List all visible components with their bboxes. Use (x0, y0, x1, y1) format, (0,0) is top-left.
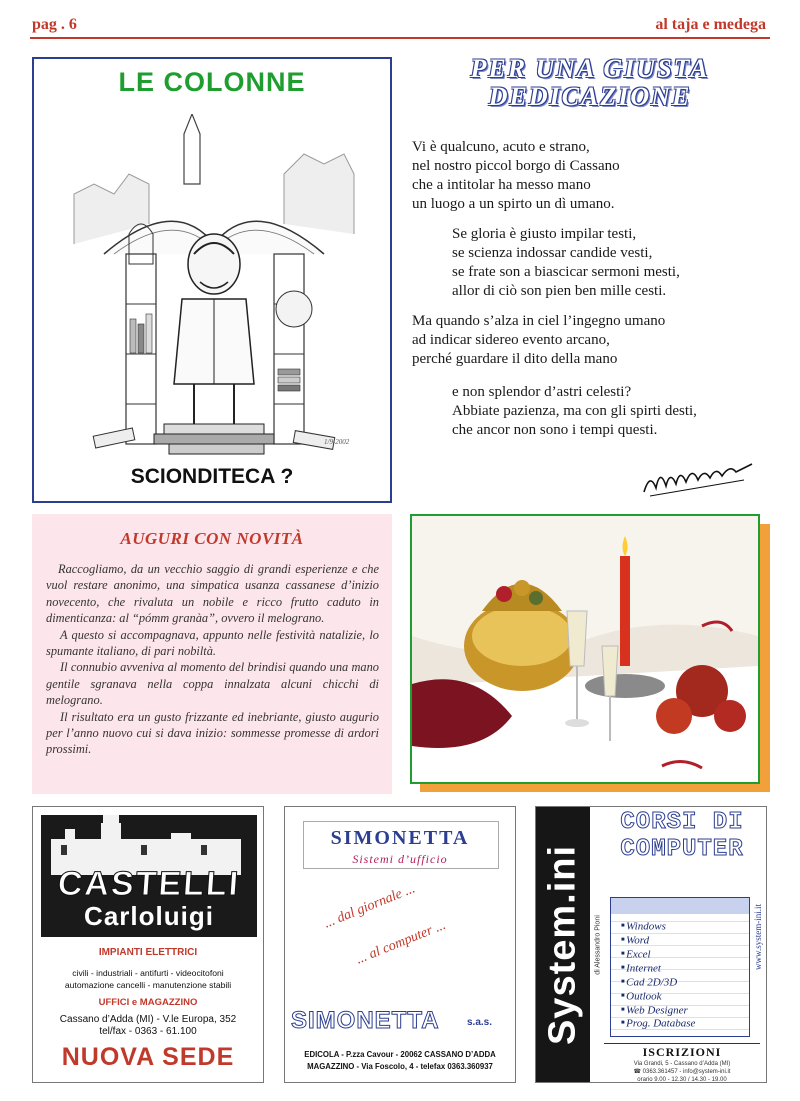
enrollment-heading: ISCRIZIONI (642, 1045, 722, 1059)
enrollment-line: ☎ 0363.361457 - info@system-ini.it (633, 1069, 731, 1075)
simonetta-logo: SIMONETTA (291, 1007, 440, 1034)
course-item: ■ Outlook (621, 990, 695, 1004)
castelli-details (33, 967, 263, 991)
verse: e non splendor d’astri celesti? (452, 384, 632, 400)
ad-castelli (32, 806, 264, 1083)
verse: allor di ciò son pien ben mille cesti. (452, 283, 667, 299)
verse: nel nostro piccol borgo di Cassano (412, 158, 620, 174)
poem-title-line: DEDICAZIONE (488, 82, 692, 111)
courses-notepad (610, 897, 750, 1037)
courses-heading (598, 809, 766, 863)
simonetta-subtitle: Sistemi d’ufficio (352, 852, 448, 866)
ad-simonetta (284, 806, 516, 1083)
course-item: ■ Cad 2D/3D (621, 976, 695, 990)
castelli-new-location: NUOVA SEDE (61, 1043, 235, 1071)
verse: perché guardare il dito della mano (412, 351, 618, 367)
poem-body (412, 138, 772, 451)
auguri-title: AUGURI CON NOVITÀ (120, 529, 304, 548)
christmas-photo (410, 514, 760, 784)
paragraph: A questo si accompagnava, appunto nelle festività natalizie, lo spumante italiano, di pari nobiltà. (46, 627, 379, 659)
slogan-line: ... dal giornale ... (322, 881, 418, 932)
ad-system-ini (535, 806, 767, 1083)
course-item: ■ Web Designer (621, 1004, 695, 1018)
castelli-service: IMPIANTI ELETTRICI (98, 947, 198, 958)
simonetta-sas: s.a.s. (467, 1017, 493, 1028)
verse: che a intitolar ha messo mano (412, 177, 591, 193)
simonetta-name: SIMONETTA (330, 827, 470, 849)
verse: ad indicar sidereo evento arcano, (412, 332, 610, 348)
castelli-name: CASTELLI (56, 865, 242, 903)
detail-line: automazione cancelli - manutenzione stabili (64, 980, 232, 990)
poem-title (420, 55, 760, 111)
phone-line: tel/fax - 0363 - 61.100 (99, 1026, 197, 1037)
verse: Abbiate pazienza, ma con gli spirti desti, (452, 403, 697, 419)
header-rule (30, 37, 770, 39)
svg-text:1/9-2002: 1/9-2002 (324, 438, 350, 446)
verse: se frate son a biascicar sermoni mesti, (452, 264, 680, 280)
enrollment-line: orario 9.00 - 12.30 / 14.30 - 19.00 (637, 1077, 727, 1083)
paragraph: Raccogliamo, da un vecchio saggio di grandi esperienze e che vuol restare anonimo, una simpatica usanza cassanese d’inizio novecento, che rivaluta un nobile e ricco frutto caduto in dimenticanza: al “pómm granàa”, ovvero il melograno. (46, 562, 379, 626)
verse: Se gloria è giusto impilar testi, (452, 226, 637, 242)
course-item: ■ Windows (621, 920, 695, 934)
stanza (412, 383, 772, 440)
enrollment-line: Via Grandi, 5 - Cassano d’Adda (MI) (633, 1061, 731, 1067)
slogan-line: ... al computer ... (354, 917, 448, 968)
stanza (412, 312, 772, 369)
page-number: pag . 6 (32, 16, 77, 33)
address-line: EDICOLA - P.zza Cavour - 20062 CASSANO D’ADDA (304, 1050, 496, 1059)
course-item: ■ Excel (621, 948, 695, 962)
publication-title: al taja e medega (655, 16, 766, 33)
stanza (412, 138, 772, 214)
colonne-caption: SCIONDITECA ? (130, 465, 294, 488)
paragraph: Il risultato era un gusto frizzante ed inebriante, giusto augurio per l’anno nuovo cui si dava inizio: sommesse promesse di ardori prossimi. (46, 709, 379, 757)
castelli-offices: UFFICI e MAGAZZINO (98, 997, 198, 1008)
poem-title-line: PER UNA GIUSTA (470, 54, 710, 83)
paragraph: Il connubio avveniva al momento del brindisi quando una mano gentile sgranava nella coppa innalzata alcuni chicchi di melograno. (46, 660, 379, 708)
heading-line: CORSI DI (620, 809, 744, 836)
castelli-firstname: Carloluigi (84, 901, 214, 931)
verse: che ancor non sono i tempi questi. (452, 422, 658, 438)
colonne-box (32, 57, 392, 503)
colonne-title: LE COLONNE (118, 67, 306, 97)
verse: Vi è qualcuno, acuto e strano, (412, 139, 590, 155)
detail-line: civili - industriali - antifurti - videocitofoni (72, 968, 224, 978)
notepad-header (611, 898, 749, 914)
photo-illustration (412, 516, 758, 782)
system-ini-url: www.system-ini.it (753, 904, 763, 970)
system-ini-brand: System.ini (541, 844, 584, 1046)
course-item: ■ Prog. Database (621, 1017, 695, 1031)
enrollment-box (604, 1043, 760, 1083)
auguri-box (32, 514, 392, 794)
courses-list (621, 920, 695, 1031)
verse: Ma quando s’alza in ciel l’ingegno umano (412, 313, 666, 329)
castle-banner (41, 815, 257, 937)
cartoon-illustration (54, 114, 374, 459)
auguri-text (46, 561, 379, 758)
castelli-address (33, 1014, 263, 1038)
heading-line: COMPUTER (620, 836, 744, 863)
course-item: ■ Word (621, 934, 695, 948)
course-item: ■ Internet (621, 962, 695, 976)
author-signature (640, 458, 760, 500)
verse: se scienza indossar candide vesti, (452, 245, 653, 261)
address-line: Cassano d’Adda (MI) - V.le Europa, 352 (59, 1014, 237, 1025)
system-ini-author: di Alessandro Pioni (594, 915, 602, 975)
verse: un luogo a un spirto un dì umano. (412, 196, 615, 212)
stanza (412, 225, 772, 301)
simonetta-addresses (285, 1049, 515, 1073)
address-line: MAGAZZINO - Via Foscolo, 4 - telefax 0363.360937 (307, 1062, 493, 1071)
